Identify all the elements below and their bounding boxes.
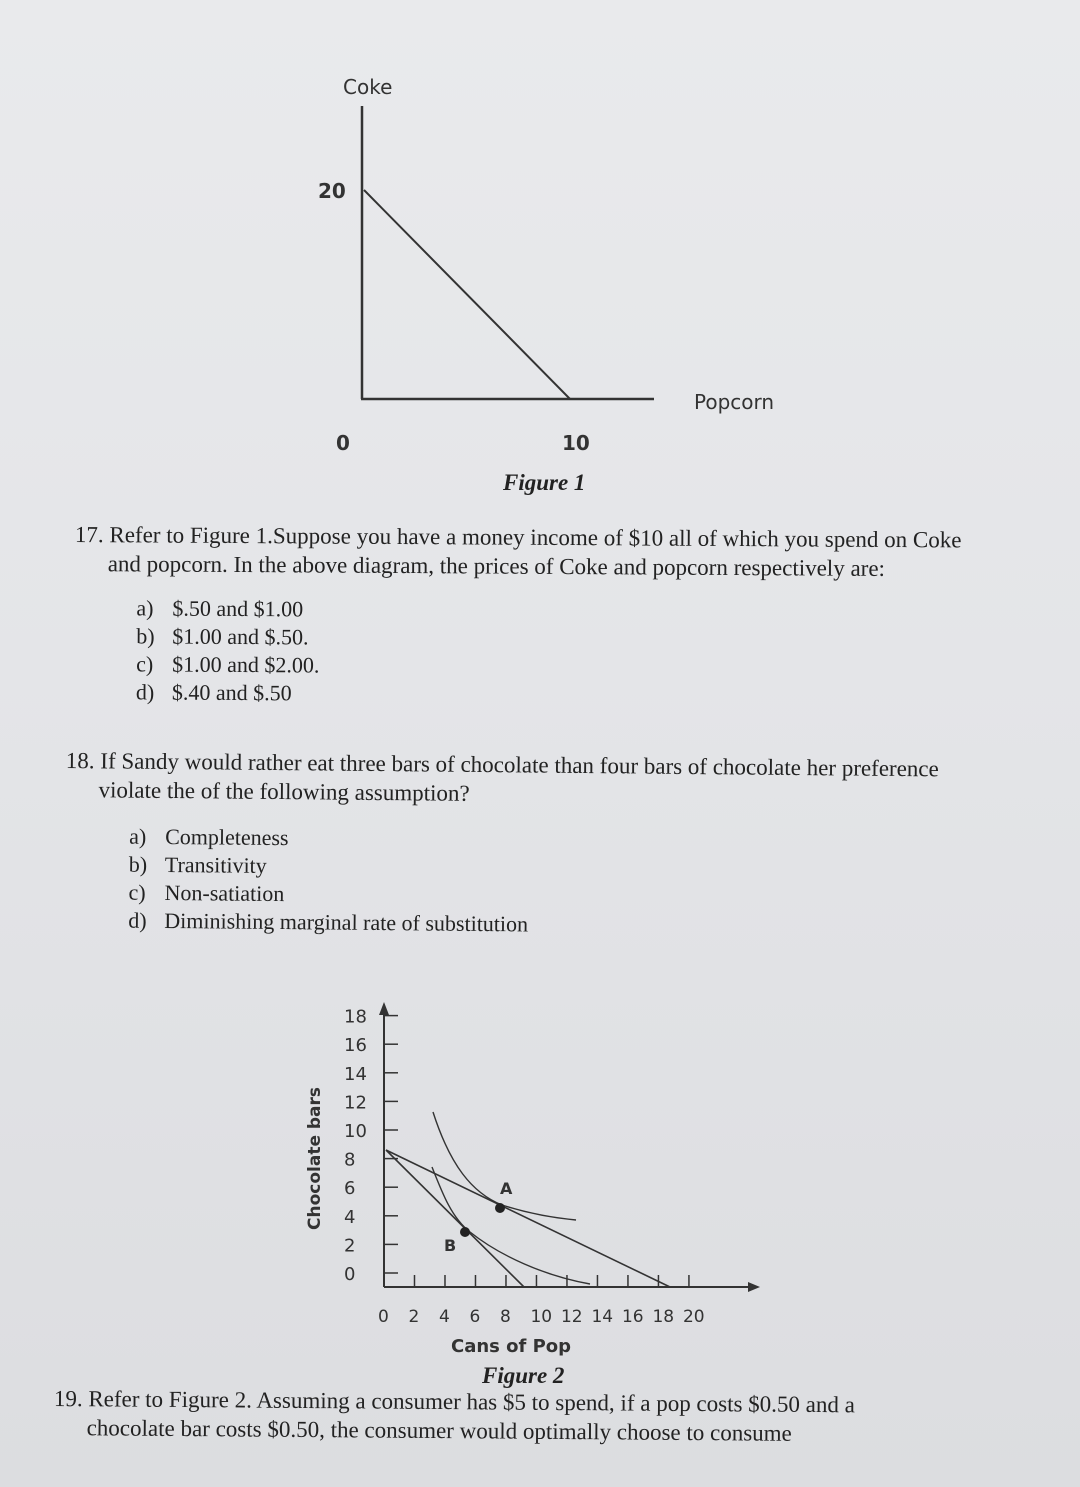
popcorn-axis-label: Popcorn [694,390,775,414]
x-tick-label: 2 [408,1307,420,1327]
question-17-options [74,594,1065,712]
x-tick-label: 10 [530,1307,553,1327]
budget-line-steep [386,1150,524,1287]
figure-2 [0,990,1080,1390]
origin-label: 0 [336,431,350,455]
chocolate-axis-label: Chocolate bars [305,1086,325,1230]
option-c[interactable]: c) $1.00 and $2.00. [136,651,320,678]
option-b[interactable]: b) $1.00 and $.50. [136,623,309,650]
y-tick-label: 6 [344,1178,356,1200]
figure-2-plot [0,990,1080,1357]
y-tick-label: 0 [344,1264,356,1285]
x-tick-label: 0 [378,1307,389,1327]
y-axis-arrow [379,1002,389,1015]
point-b [460,1227,470,1237]
x-tick-label: 18 [652,1307,675,1327]
y-tick-label: 10 [344,1121,367,1142]
question-18 [64,746,1056,943]
option-d[interactable]: d) $.40 and $.50 [135,679,292,706]
question-18-line-1: 18. If Sandy would rather eat three bars of chocolate than four bars of chocolate her preference [65,747,939,782]
figure-1-plot [0,0,1080,470]
question-17-line-2: and popcorn. In the above diagram, the prices of Coke and popcorn respectively are: [107,551,886,581]
figure-2-caption: Figure 2 [482,1363,565,1388]
y-tick-label: 8 [344,1149,356,1171]
figure-1-caption: Figure 1 [503,470,586,495]
point-a [495,1203,505,1213]
question-19-line-1: 19. Refer to Figure 2. Assuming a consumer has $5 to spend, if a pop costs $0.50 and a [53,1385,856,1418]
coke-axis-label: Coke [343,75,393,99]
point-b-label: B [444,1236,457,1255]
x-tick-label: 14 [591,1307,614,1327]
pop-axis-label: Cans of Pop [451,1336,572,1357]
question-18-line-2: violate the of the following assumption? [98,777,470,806]
question-19-line-2: chocolate bar costs $0.50, the consumer would optimally choose to consume [86,1415,792,1446]
question-17 [74,520,1065,712]
x-tick-label: 4 [438,1307,450,1327]
y-tick-label: 4 [344,1206,356,1228]
x-intercept-label: 10 [562,431,590,455]
budget-line [364,190,570,399]
y-tick-label: 2 [344,1235,356,1257]
question-17-line-1: 17. Refer to Figure 1.Suppose you have a money income of $10 all of which you spend on Coke [74,521,962,553]
y-tick-label: 18 [344,1006,367,1028]
option-a[interactable]: a) $.50 and $1.00 [136,595,304,622]
x-tick-label: 8 [499,1307,511,1327]
indifference-curve-a [433,1112,576,1220]
question-19 [54,1384,1054,1450]
x-tick-label: 16 [621,1307,644,1327]
point-a-label: A [500,1179,513,1198]
figure-1 [0,0,1080,510]
option-a[interactable]: a) Completeness [129,823,289,851]
x-axis-arrow [748,1282,760,1292]
y-tick-label: 12 [344,1092,367,1114]
x-tick-label: 6 [469,1307,481,1327]
option-b[interactable]: b) Transitivity [128,851,267,878]
option-c[interactable]: c) Non-satiation [128,879,285,907]
y-intercept-label: 20 [318,179,346,203]
x-tick-label: 20 [682,1307,705,1327]
budget-line-flat [386,1150,670,1287]
option-d[interactable]: d) Diminishing marginal rate of substitution [128,907,529,937]
question-18-options [64,822,1055,943]
x-tick-label: 12 [560,1307,583,1327]
y-tick-label: 14 [344,1063,367,1085]
y-tick-label: 16 [344,1035,367,1057]
